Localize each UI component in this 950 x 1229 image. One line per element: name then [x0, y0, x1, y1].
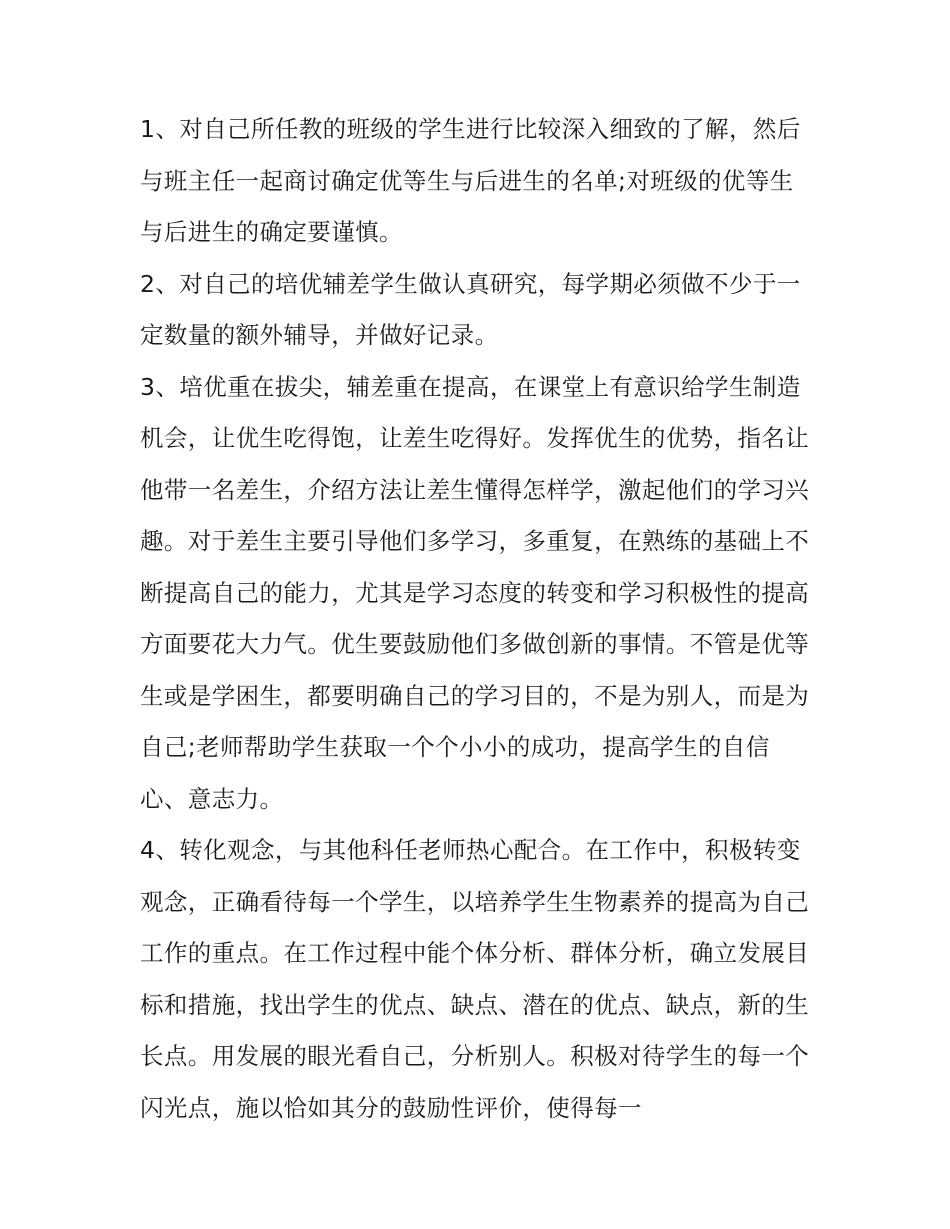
paragraph-4: 4、转化观念，与其他科任老师热心配合。在工作中，积极转变观念，正确看待每一个学生，以培养学生生物素养的提高为自己工作的重点。在工作过程中能个体分析、群体分析，确立发展目标和措施，找出学生的优点、缺点、潜在的优点、缺点，新的生长点。用发展的眼光看自己，分析别人。积极对待学生的每一个闪光点，施以恰如其分的鼓励性评价，使得每一: [140, 836, 810, 1122]
paragraph-2: 2、对自己的培优辅差学生做认真研究，每学期必须做不少于一定数量的额外辅导，并做好记录。: [140, 269, 801, 349]
paragraph-1: 1、对自己所任教的班级的学生进行比较深入细致的了解，然后与班主任一起商讨确定优等生与后进生的名单;对班级的优等生与后进生的确定要谨慎。: [140, 115, 801, 246]
paragraph-3: 3、培优重在拔尖，辅差重在提高，在课堂上有意识给学生制造机会，让优生吃得饱，让差生吃得好。发挥优生的优势，指名让他带一名差生，介绍方法让差生懂得怎样学，激起他们的学习兴趣。对于差生主要引导他们多学习，多重复，在熟练的基础上不断提高自己的能力，尤其是学习态度的转变和学习积极性的提高方面要花大力气。优生要鼓励他们多做创新的事情。不管是优等生或是学困生，都要明确自己的学习目的，不是为别人，而是为自己;老师帮助学生获取一个个小小的成功，提高学生的自信心、意志力。: [140, 372, 810, 813]
document-body: [140, 104, 814, 1134]
